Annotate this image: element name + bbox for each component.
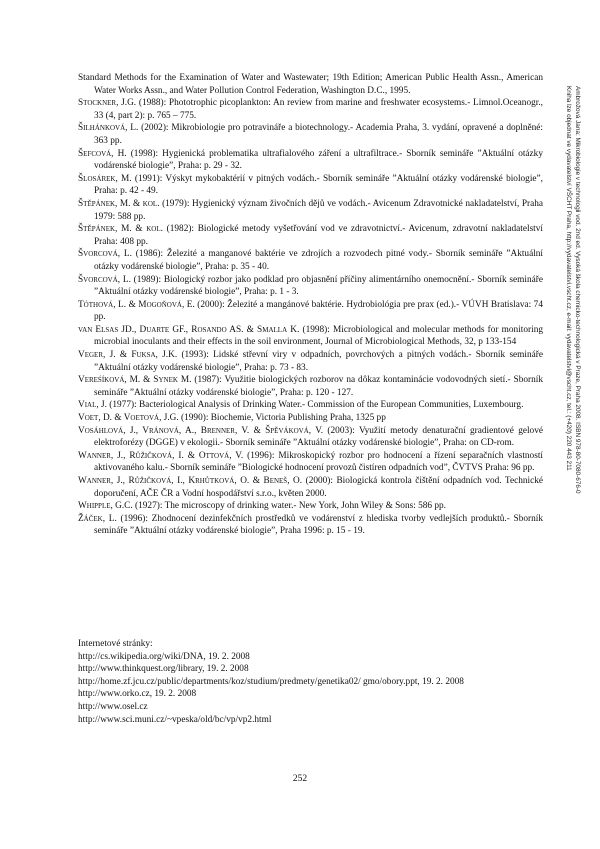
reference-entry	[78, 450, 543, 475]
page-number: 252	[292, 774, 308, 784]
reference-authors: Whipple, G.C.	[78, 501, 133, 512]
reference-authors: Vereśíková, M. & Synek M.	[78, 375, 192, 386]
reference-authors: Vosáhlová, J., Vránová, A., Brenner, V. & Špěváková, V.	[78, 425, 324, 436]
side-note-line-2: Kniha lze objednat ve vydavatelství VŠCHT Praha, http://vydavatelstvi.vscht.cz, e-mail: vydavatelstvi@vscht.cz, tel.: (+420) 220 443 211	[565, 86, 572, 471]
reference-authors: Šefcová, H.	[78, 148, 127, 159]
link-item[interactable]: http://www.sci.muni.cz/~vpeska/old/bc/vp/vp2.html	[78, 714, 272, 725]
reference-authors: Švorcová, L.	[78, 249, 132, 260]
side-margin-note	[562, 86, 581, 686]
reference-text: (2000): Biologická kontrola čištění odpadních vod. Technické doporučení, AČE ČR a Vodní hospodářství s.r.o., květen 2000.	[94, 476, 543, 499]
reference-entry	[78, 148, 543, 173]
reference-text: (1989): Biologický rozbor jako podklad pro objasnění příčiny alimentárního onemocnění.- Sborník semináře ”Aktuální otázky vodárenské biologie”, Praha: p. 1 - 3.	[94, 274, 543, 298]
reference-text: (1982): Biologické metody vyšetřování vod ve zdravotnictví.- Avicenum, zdravotní nakladatelství Praha: 408 pp.	[94, 224, 543, 247]
reference-entry	[78, 324, 543, 349]
internet-links-section	[78, 638, 538, 726]
reference-text: (1996): Mikroskopický rozbor pro hodnocení a řízení separačních vlastností aktivovaného kalu.- Sborník semináře ”Biologické hodnocení provozů čistíren odpadních vod”, ČVTVS Praha: 96 pp.	[94, 450, 543, 474]
reference-authors: Šilhánková, L.	[78, 123, 139, 134]
reference-authors: Wanner, J., Růžičková, I. & Ottová, V.	[78, 450, 244, 461]
reference-entry	[78, 500, 543, 513]
reference-entry	[78, 248, 543, 273]
reference-authors: Tóthová, L. & Mogoňová, E.	[78, 299, 195, 310]
reference-text: (1979): Hygienický význam živočních dějů ve vodách.- Avicenum Zdravotnické nakladatelství, Praha 1979: 588 pp.	[94, 198, 543, 222]
side-note-line-1: Ambrožová Jana: Mikrobiologie v technologii vod. 2nd ed. Vysoká škola chemicko-technologická v Praze, Praha 2008. ISBN 978-80-7080-676-0	[574, 86, 581, 494]
reference-text: (1927): The microscopy of drinking water.- New York, John Wiley & Sons: 586 pp.	[132, 501, 447, 512]
reference-entry	[78, 412, 543, 425]
reference-authors: Wanner, J., Růžičková, I., Krhůtková, O. & Beneš, O.	[78, 476, 303, 486]
reference-entry	[78, 374, 543, 399]
reference-entry	[78, 349, 543, 374]
reference-entry	[78, 173, 543, 198]
reference-text: (1986): Železité a manganové baktérie ve zdrojích a rozvodech pitné vody.- Sborník semináře ”Aktuální otázky vodárenské biologie”, Praha: p. 35 - 40.	[94, 249, 544, 272]
link-item[interactable]: http://www.thinkquest.org/library, 19. 2. 2008	[78, 664, 249, 675]
reference-entry	[78, 475, 543, 500]
reference-authors: Stockner, J.G.	[78, 98, 137, 109]
reference-text: (1990): Biochemie, Victoria Publishing Praha, 1325 pp	[178, 413, 386, 424]
reference-entry	[78, 72, 543, 97]
reference-entry	[78, 425, 543, 450]
reference-list	[78, 72, 543, 538]
reference-text: Standard Methods for the Examination of Water and Wastewater; 19th Edition; American Public Health Assn., American Water Works Assn., and Water Pollution Control Federation, Washington D.C., 1995.	[78, 73, 543, 96]
reference-authors: Veger, J. & Fuksa, J.K.	[78, 350, 178, 361]
link-item[interactable]: http://cs.wikipedia.org/wiki/DNA, 19. 2. 2008	[78, 651, 250, 662]
reference-text: (1993): Lidské střevní viry v odpadních, povrchových a pitných vodách.- Sborník semináře ”Aktuální otázky vodárenské biologie”, Praha: p. 73 - 83.	[94, 350, 543, 373]
link-item[interactable]: http://www.orko.cz, 19. 2. 2008	[78, 689, 197, 700]
reference-authors: Voet, D. & Voetová, J.G.	[78, 413, 179, 424]
link-item[interactable]: http://home.zf.jcu.cz/public/departments/koz/studium/predmety/genetika02/ gmo/obory.ppt, 19. 2. 2008	[78, 676, 464, 687]
reference-entry	[78, 97, 543, 122]
reference-authors: Vial, J.	[78, 400, 107, 411]
reference-text: (1977): Bacteriological Analysis of Drinking Water.- Commission of the European Communities, Luxembourg.	[106, 400, 524, 411]
reference-authors: Švorcová, L.	[78, 274, 131, 285]
link-item[interactable]: http://www.osel.cz	[78, 701, 148, 712]
reference-text: (2002): Mikrobiologie pro potravináře a biotechnology.- Academia Praha, 3. vydání, opravené a doplněné: 363 pp.	[94, 123, 543, 146]
reference-text: (1987): Využitie biologických rozborov na dôkaz kontaminácie vodovodných sietí.- Sborník semináře ”Aktuální otázky vodárenské biologie”, Praha: p. 120 - 127.	[94, 375, 543, 398]
reference-entry	[78, 223, 543, 248]
reference-text: (2003): Využití metody denaturační gradientové gelové elektroforézy (DGGE) v ekologii.- Sborník semináře ”Aktuální otázky vodárenské biologie”, Praha: on CD-rom.	[94, 425, 543, 449]
reference-entry	[78, 399, 543, 412]
reference-entry	[78, 122, 543, 147]
reference-authors: van Elsas JD., Duarte GF., Rosando AS. & Smalla K.	[78, 324, 300, 335]
reference-text: (1998): Microbiological and molecular methods for monitoring microbial inoculants and their effects in the soil environment, Journal of Microbiological Methods, 32, p 133-154	[94, 324, 543, 348]
reference-authors: Šlosárek, M.	[78, 173, 132, 184]
reference-authors: Štěpánek, M. & kol.	[78, 198, 160, 209]
reference-text: (1991): Výskyt mykobaktérií v pitných vodách.- Sborník semináře ”Aktuální otázky vodárenské biologie”, Praha: p. 42 - 49.	[94, 173, 543, 197]
reference-entry	[78, 513, 543, 538]
reference-text: (1996): Zhodnocení dezinfekčních prostředků ve vodárenství z hlediska tvorby vedlejších produktů.- Sborník semináře ”Aktuální otázky vodárenské biologie”, Praha 1996: p. 15 - 19.	[94, 513, 544, 537]
reference-entry	[78, 299, 543, 324]
reference-authors: Žáček, L.	[78, 513, 117, 524]
reference-entry	[78, 274, 543, 299]
reference-text: (1988): Phototrophic picoplankton: An review from marine and freshwater ecosystems.- Limnol.Oceanogr., 33 (4, part 2): p. 765 – 775.	[94, 98, 543, 121]
reference-authors: Štěpánek, M. & kol.	[78, 224, 163, 235]
reference-text: (1998): Hygienická problematika ultrafialového záření a ultrafiltrace.- Sborník semináře ”Aktuální otázky vodárenské biologie”, Praha: p. 29 - 32.	[94, 148, 543, 172]
links-heading: Internetové stránky:	[78, 639, 153, 649]
reference-entry	[78, 198, 543, 223]
reference-text: (2000): Železité a mangánové baktérie. Hydrobiológia pre prax (ed.).- VÚVH Bratislava: 74 pp.	[94, 299, 543, 323]
